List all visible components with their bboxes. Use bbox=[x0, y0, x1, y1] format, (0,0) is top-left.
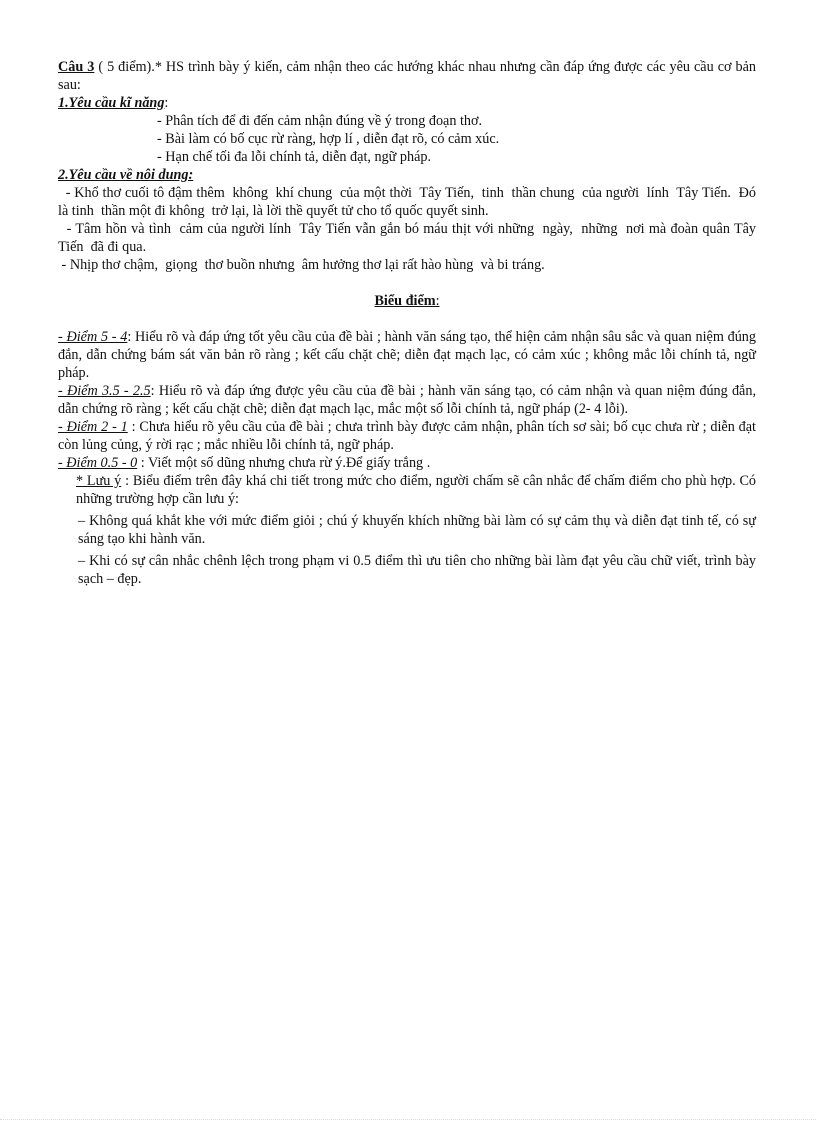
page-bottom-border bbox=[0, 1119, 816, 1120]
grading-level-1: - Điểm 5 - 4: Hiểu rõ và đáp ứng tốt yêu cầu của đề bài ; hành văn sáng tạo, thể hiện cảm nhận sâu sắc và quan niệm đúng đắn, dẫn chứng bám sát văn bản rõ ràng ; kết cấu chặt chẽ; diễn đạt mạch lạc, có cảm xúc ; không mắc lỗi chính tả, ngữ pháp. bbox=[58, 329, 756, 381]
question-3-text: ( 5 điểm).* HS trình bày ý kiến, cảm nhận theo các hướng khác nhau nhưng cần đáp ứng được các yêu cầu cơ bản sau: bbox=[58, 59, 756, 93]
question-3-paragraph bbox=[58, 58, 756, 94]
note-paragraph: * Lưu ý : Biểu điểm trên đây khá chi tiết trong mức cho điểm, người chấm sẽ cân nhắc để chấm điểm cho phù hợp. Có những trường hợp cần lưu ý: bbox=[76, 473, 756, 507]
skill-item-2: - Bài làm có bố cục rừ ràng, hợp lí , diễn đạt rõ, có cảm xúc. bbox=[157, 131, 500, 147]
grading-level-3: - Điểm 2 - 1 : Chưa hiểu rõ yêu cầu của đề bài ; chưa trình bày được cảm nhận, phân tích sơ sài; bố cục chưa rừ ; diễn đạt còn lủng củng, ý rời rạc ; mắc nhiều lỗi chính tả, ngữ pháp. bbox=[58, 419, 756, 453]
skill-item-1: - Phân tích để đi đến cảm nhận đúng về ý trong đoạn thơ. bbox=[157, 113, 483, 129]
note-item-1: – Không quá khắt khe với mức điểm giỏi ; chú ý khuyến khích những bài làm có sự cảm thụ và diễn đạt tinh tế, có sự sáng tạo khi hành văn. bbox=[78, 513, 756, 547]
skill-requirements-heading: 1.Yêu cầu kĩ năng: bbox=[58, 95, 169, 111]
skill-item-3: - Hạn chế tối đa lỗi chính tả, diễn đạt, ngữ pháp. bbox=[157, 149, 432, 165]
content-requirements-heading bbox=[58, 166, 756, 184]
grading-level-label: - Điểm 5 - 4 bbox=[58, 329, 128, 345]
content-item-1: - Khổ thơ cuối tô đậm thêm không khí chung của một thời Tây Tiến, tinh thần chung của người lính Tây Tiến. Đó là tinh thần một đi không trở lại, là lời thề quyết tử cho tổ quốc quyết sinh. bbox=[58, 185, 760, 219]
content-heading-text: 2.Yêu cầu về nôi dung: bbox=[58, 167, 194, 183]
content-item-2: - Tâm hồn và tình cảm của người lính Tây Tiến vẫn gắn bó máu thịt với những ngày, những nơi mà đoàn quân Tây Tiến đã đi qua. bbox=[58, 221, 760, 255]
grading-level-label: - Điểm 2 - 1 bbox=[58, 419, 128, 435]
skill-heading-text: 1.Yêu cầu kĩ năng bbox=[58, 95, 165, 111]
grading-title: Biểu điểm: bbox=[374, 293, 440, 309]
question-3-label: Câu 3 bbox=[58, 59, 95, 75]
grading-level-4: - Điểm 0.5 - 0 : Viết một số dũng nhưng chưa rừ ý.Để giấy trắng . bbox=[58, 455, 431, 471]
grading-level-label: - Điểm 3.5 - 2.5 bbox=[58, 383, 151, 399]
document-page bbox=[58, 58, 760, 588]
note-item-2: – Khi có sự cân nhắc chênh lệch trong phạm vi 0.5 điểm thì ưu tiên cho những bài làm đạt yêu cầu chữ viết, trình bày sạch – đẹp. bbox=[78, 553, 756, 587]
content-item-3: - Nhịp thơ chậm, giọng thơ buồn nhưng âm hưởng thơ lại rất hào hùng và bi tráng. bbox=[58, 257, 545, 273]
grading-level-2: - Điểm 3.5 - 2.5: Hiểu rõ và đáp ứng được yêu cầu của đề bài ; hành văn sáng tạo, có cảm nhận và quan niệm đúng đắn, dẫn chứng rõ ràng ; kết cấu chặt chẽ; diễn đạt mạch lạc, mắc một số lỗi chính tả, ngữ pháp (2- 4 lỗi). bbox=[58, 383, 756, 417]
note-label: * Lưu ý bbox=[76, 473, 122, 489]
grading-level-label: - Điểm 0.5 - 0 bbox=[58, 455, 138, 471]
